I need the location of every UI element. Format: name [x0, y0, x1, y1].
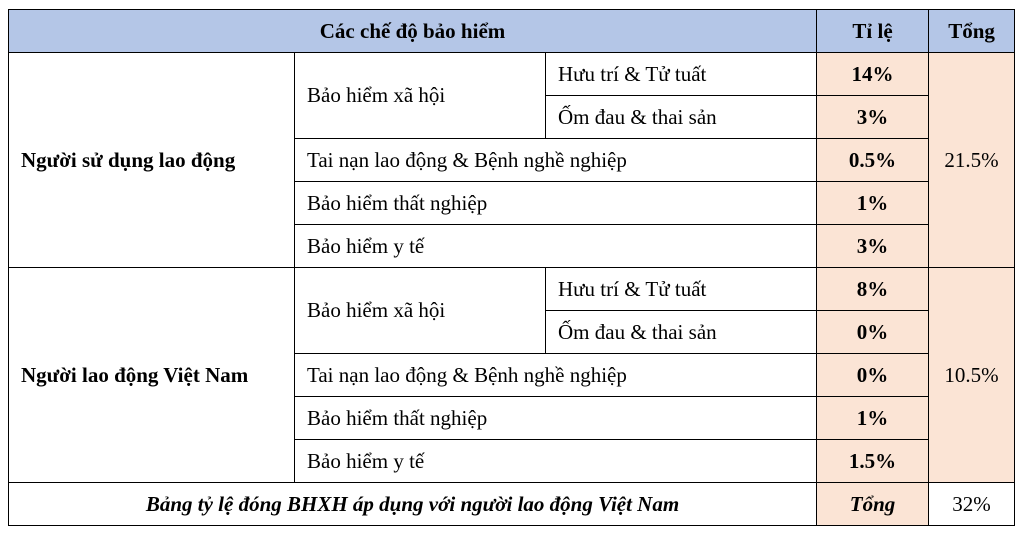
category-label: Bảo hiểm y tế — [295, 225, 817, 268]
subcategory-label: Ốm đau & thai sản — [546, 96, 817, 139]
table-row — [9, 53, 1015, 96]
category-label: Bảo hiểm thất nghiệp — [295, 182, 817, 225]
category-label: Tai nạn lao động & Bệnh nghề nghiệp — [295, 354, 817, 397]
group-label-employer: Người sử dụng lao động — [9, 53, 295, 268]
header-scheme: Các chế độ bảo hiểm — [9, 10, 817, 53]
group-label-employee: Người lao động Việt Nam — [9, 268, 295, 483]
rate-cell: 14% — [817, 53, 929, 96]
subcategory-label: Hưu trí & Tử tuất — [546, 53, 817, 96]
rate-cell: 0% — [817, 354, 929, 397]
group-total-employee: 10.5% — [929, 268, 1015, 483]
subcategory-label: Hưu trí & Tử tuất — [546, 268, 817, 311]
rate-cell: 1% — [817, 397, 929, 440]
rate-cell: 3% — [817, 96, 929, 139]
table-caption: Bảng tỷ lệ đóng BHXH áp dụng với người lao động Việt Nam — [9, 483, 817, 526]
insurance-rate-table — [8, 9, 1015, 526]
category-social-insurance: Bảo hiểm xã hội — [295, 53, 546, 139]
footer-total-value: 32% — [929, 483, 1015, 526]
footer-total-label: Tổng — [817, 483, 929, 526]
header-total: Tổng — [929, 10, 1015, 53]
category-label: Tai nạn lao động & Bệnh nghề nghiệp — [295, 139, 817, 182]
rate-cell: 0% — [817, 311, 929, 354]
rate-cell: 3% — [817, 225, 929, 268]
header-row — [9, 10, 1015, 53]
category-label: Bảo hiểm thất nghiệp — [295, 397, 817, 440]
category-label: Bảo hiểm y tế — [295, 440, 817, 483]
rate-cell: 1% — [817, 182, 929, 225]
category-social-insurance: Bảo hiểm xã hội — [295, 268, 546, 354]
footer-row — [9, 483, 1015, 526]
header-rate: Tỉ lệ — [817, 10, 929, 53]
group-total-employer: 21.5% — [929, 53, 1015, 268]
rate-cell: 8% — [817, 268, 929, 311]
rate-cell: 0.5% — [817, 139, 929, 182]
subcategory-label: Ốm đau & thai sản — [546, 311, 817, 354]
rate-cell: 1.5% — [817, 440, 929, 483]
table-row — [9, 268, 1015, 311]
